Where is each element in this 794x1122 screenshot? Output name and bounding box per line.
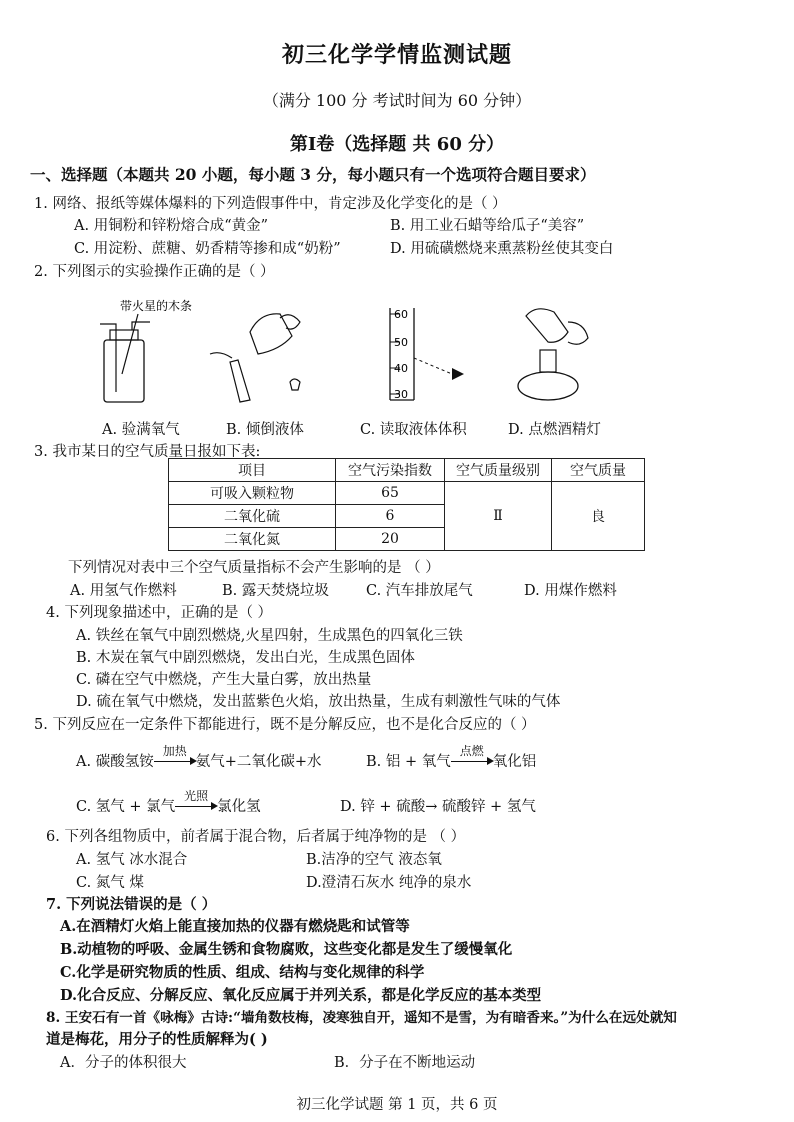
row-item: 二氧化氮 [169,528,336,551]
question-1-stem: 1. 网络、报纸等媒体爆料的下列造假事件中，肯定涉及化学变化的是（ ） [34,196,507,212]
question-4-stem: 4. 下列现象描述中，正确的是（ ） [46,605,273,621]
air-quality-level: Ⅱ [445,482,552,551]
reactant-b: B. 铝 + 氧气 [366,754,451,770]
question-7-option-c: C.化学是研究物质的性质、组成、结构与变化规律的科学 [60,964,425,981]
page-title: 初三化学学情监测试题 [281,42,512,68]
question-6-option-b: B.洁净的空气 液态氧 [306,852,442,868]
row-item: 可吸入颗粒物 [169,482,336,505]
condition-ignite: 点燃 [459,744,484,758]
air-quality-grade: 良 [552,482,645,551]
question-8-option-b: B．分子在不断地运动 [334,1055,476,1071]
question-8-option-a: A．分子的体积很大 [60,1055,187,1071]
question-3-stem: 3. 我市某日的空气质量日报如下表: [34,444,261,460]
alcohol-lamp-figure [518,309,588,400]
question-7-option-b: B.动植物的呼吸、金属生锈和食物腐败，这些变化都是发生了缓慢氧化 [60,941,513,958]
col-index: 空气污染指数 [336,459,445,482]
row-value: 6 [336,505,445,528]
pouring-liquid-figure [210,314,300,402]
question-5-option-d: D. 锌 + 硫酸→ 硫酸锌 + 氢气 [340,799,536,815]
question-3-option-b: B. 露天焚烧垃圾 [222,583,329,599]
page-footer: 初三化学试题 第 1 页，共 6 页 [296,1097,498,1113]
air-quality-table [168,458,645,551]
product-c: 氯化氢 [217,799,261,815]
question-6-option-d: D.澄清石灰水 纯净的泉水 [306,875,472,891]
product-b: 氧化铝 [492,754,537,770]
table-row [169,482,645,505]
question-3-option-d: D. 用煤作燃料 [524,583,617,599]
scale-60: 60 [394,308,408,321]
reaction-arrow [154,744,196,769]
scale-40: 40 [394,362,408,375]
question-5-option-c [76,789,261,816]
product-a: 氨气+二氧化碳+水 [195,754,322,770]
condition-light: 光照 [184,789,209,803]
question-1-option-b: B. 用工业石蜡等给瓜子“美容” [390,218,585,234]
question-6-stem: 6. 下列各组物质中，前者属于混合物，后者属于纯净物的是 （ ） [46,829,466,845]
reactant-a: A. 碳酸氢铵 [76,754,154,770]
row-item: 二氧化硫 [169,505,336,528]
question-7-stem: 7. 下列说法错误的是（ ） [46,896,217,913]
question-6-option-a: A. 氢气 冰水混合 [76,852,188,868]
graduated-cylinder-figure [390,308,464,401]
question-4-option-a: A. 铁丝在氧气中剧烈燃烧,火星四射，生成黑色的四氧化三铁 [76,628,463,644]
question-1-option-c: C. 用淀粉、蔗糖、奶香精等掺和成“奶粉” [74,241,341,257]
question-5-option-b [366,744,537,771]
question-1-option-a: A. 用铜粉和锌粉熔合成“黄金” [74,218,269,234]
question-4-option-b: B. 木炭在氧气中剧烈燃烧，发出白光，生成黑色固体 [76,650,415,666]
question-3-option-a: A. 用氢气作燃料 [70,583,177,599]
col-item: 项目 [169,459,336,482]
question-7-option-a: A.在酒精灯火焰上能直接加热的仪器有燃烧匙和试管等 [60,918,410,935]
reaction-arrow [451,744,493,769]
scale-30: 30 [394,388,408,401]
exam-info: （满分 100 分 考试时间为 60 分钟） [262,91,532,110]
part-heading: 第Ⅰ卷（选择题 共 60 分） [289,134,505,155]
question-2-option-b: B. 倾倒液体 [226,422,304,438]
section-heading: 一、选择题（本题共 20 小题，每小题 3 分，每小题只有一个选项符合题目要求） [30,165,596,184]
question-7-option-d: D.化合反应、分解反应、氧化反应属于并列关系，都是化学反应的基本类型 [60,987,542,1004]
row-value: 65 [336,482,445,505]
table-header-row [169,459,645,482]
experiment-figures [80,292,620,410]
question-2-option-d: D. 点燃酒精灯 [508,422,601,438]
scale-50: 50 [394,336,408,349]
question-5-stem: 5. 下列反应在一定条件下都能进行，既不是分解反应，也不是化合反应的（ ） [34,717,536,733]
question-3-stem-2: 下列情况对表中三个空气质量指标不会产生影响的是 （ ） [68,560,440,576]
question-2-stem: 2. 下列图示的实验操作正确的是（ ） [34,264,275,280]
question-2-option-a: A. 验满氧气 [102,422,180,438]
question-1-option-d: D. 用硫磺燃烧来熏蒸粉丝使其变白 [390,241,614,257]
splint-label: 带火星的木条 [120,299,193,313]
row-value: 20 [336,528,445,551]
question-4-option-c: C. 磷在空气中燃烧，产生大量白雾，放出热量 [76,672,372,688]
oxygen-bottle-figure [100,298,192,402]
reaction-arrow [175,789,217,814]
col-quality: 空气质量 [552,459,645,482]
question-8-stem-line2: 道是梅花，用分子的性质解释为( ) [46,1031,268,1048]
question-8-stem-line1: 8. 王安石有一首《咏梅》古诗:“墙角数枝梅，凌寒独自开，遥知不是雪，为有暗香来。”为什么在远处就知 [46,1010,677,1026]
question-6-option-c: C. 氮气 煤 [76,875,144,891]
condition-heating: 加热 [162,744,187,758]
question-3-option-c: C. 汽车排放尾气 [366,583,473,599]
question-2-option-c: C. 读取液体体积 [360,422,467,438]
reactant-c: C. 氢气 + 氯气 [76,799,176,815]
col-level: 空气质量级别 [445,459,552,482]
question-5-option-a [76,744,322,771]
question-4-option-d: D. 硫在氧气中燃烧，发出蓝紫色火焰，放出热量，生成有刺激性气味的气体 [76,694,561,710]
